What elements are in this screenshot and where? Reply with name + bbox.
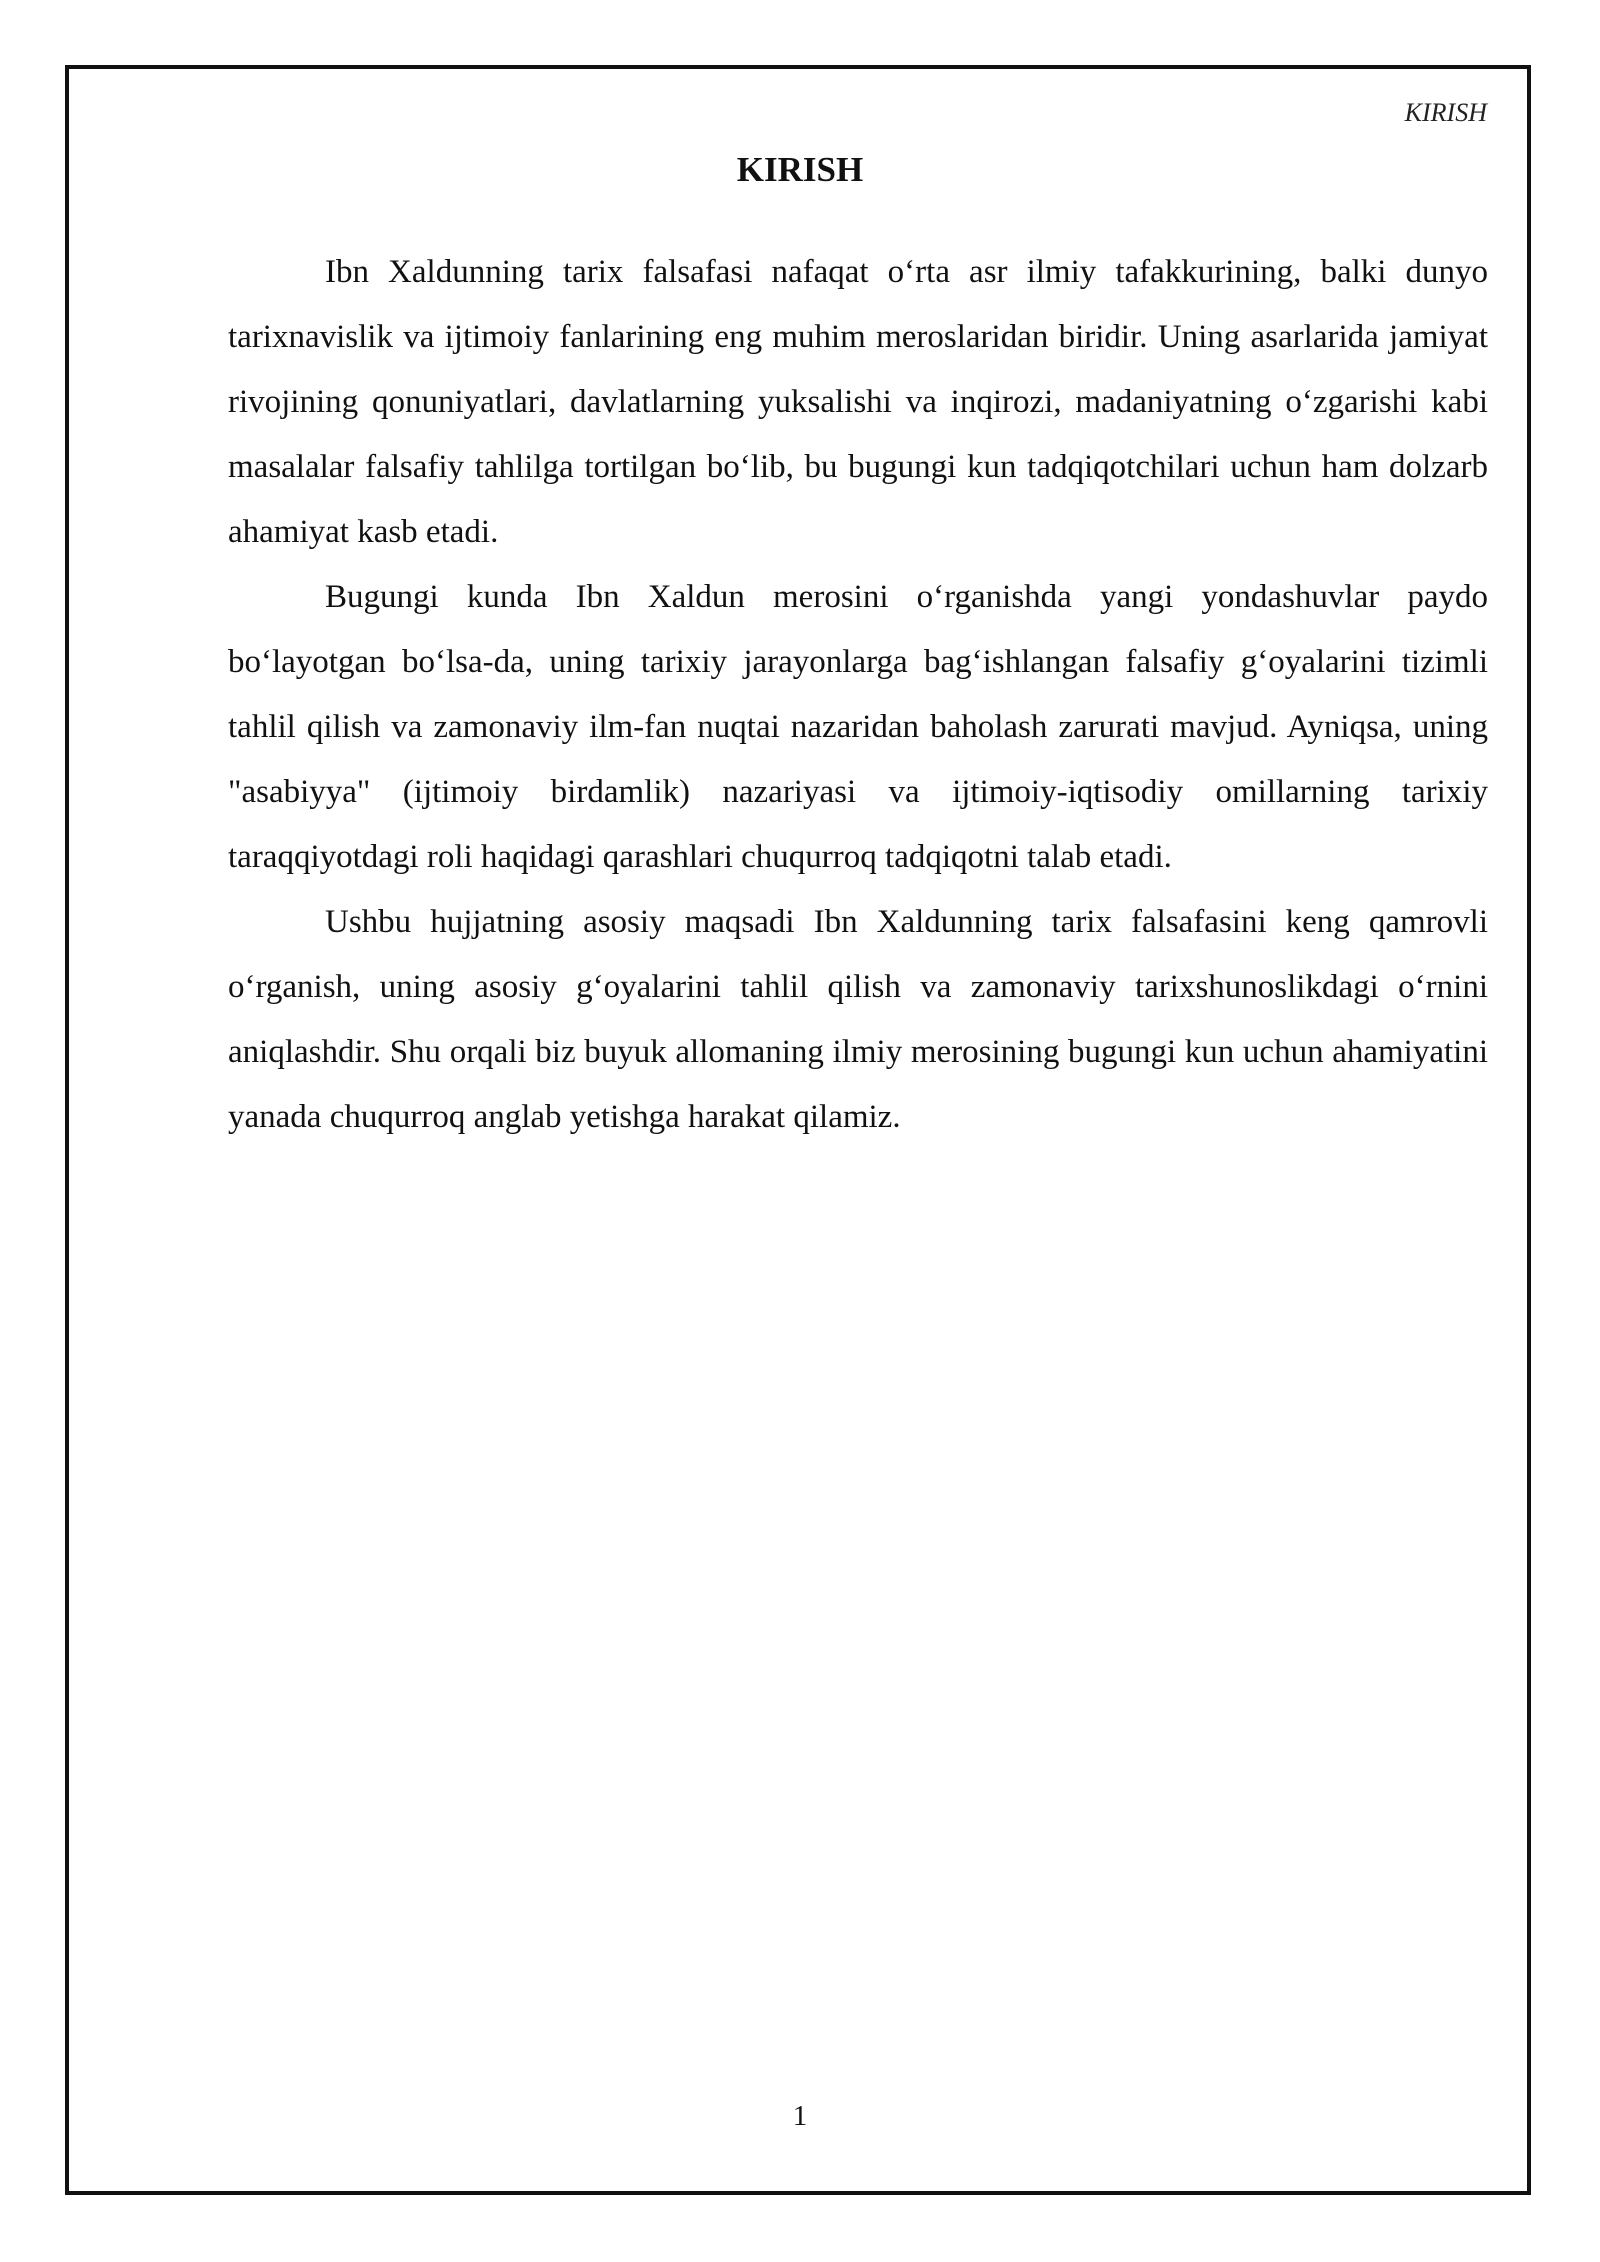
document-body	[228, 240, 1488, 1150]
paragraph: Ibn Xaldunning tarix falsafasi nafaqat oʻrta asr ilmiy tafakkurining, balki dunyo tarixnavislik va ijtimoiy fanlarining eng muhim meroslaridan biridir. Uning asarlarida jamiyat rivojining qonuniyatlari, davlatlarning yuksalishi va inqirozi, madaniyatning oʻzgarishi kabi masalalar falsafiy tahlilga tortilgan boʻlib, bu bugungi kun tadqiqotchilari uchun ham dolzarb ahamiyat kasb etadi.	[228, 254, 1488, 550]
paragraph: Bugungi kunda Ibn Xaldun merosini oʻrganishda yangi yondashuvlar paydo boʻlayotgan boʻlsa-da, uning tarixiy jarayonlarga bagʻishlangan falsafiy gʻoyalarini tizimli tahlil qilish va zamonaviy ilm-fan nuqtai nazaridan baholash zarurati mavjud. Ayniqsa, uning "asabiyya" (ijtimoiy birdamlik) nazariyasi va ijtimoiy-iqtisodiy omillarning tarixiy taraqqiyotdagi roli haqidagi qarashlari chuqurroq tadqiqotni talab etadi.	[228, 579, 1488, 875]
document-title: KIRISH	[736, 150, 864, 189]
running-header: KIRISH	[1404, 98, 1487, 127]
paragraph: Ushbu hujjatning asosiy maqsadi Ibn Xaldunning tarix falsafasini keng qamrovli oʻrganish, uning asosiy gʻoyalarini tahlil qilish va zamonaviy tarixshunoslikdagi oʻrnini aniqlashdir. Shu orqali biz buyuk allomaning ilmiy merosining bugungi kun uchun ahamiyatini yanada chuqurroq anglab yetishga harakat qilamiz.	[228, 904, 1488, 1135]
page-number: 1	[792, 2100, 808, 2132]
